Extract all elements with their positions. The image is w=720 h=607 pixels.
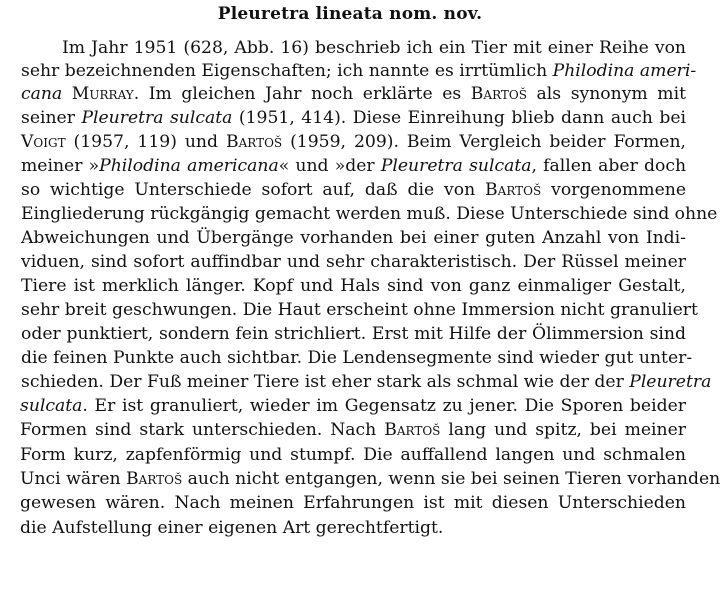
text-line-18: Form kurz, zapfenförmig und stumpf. Die auffallend langen und schmalen bbox=[20, 445, 686, 465]
author-name: Murray bbox=[71, 84, 134, 104]
author-name: Bartoš bbox=[384, 420, 441, 440]
text-line-7: so wichtige Unterschiede sofort auf, daß die von Bartoš vorgenommene bbox=[21, 180, 686, 200]
text-line-13: oder punktiert, sondern fein strichliert. Erst mit Hilfe der Ölimmersion sind bbox=[21, 324, 686, 344]
text-line-3: cana Murray. Im gleichen Jahr noch erklärte es Bartoš als synonym mit bbox=[21, 84, 686, 104]
italic-text: Pleuretra sulcata bbox=[81, 108, 233, 128]
text-line-12: sehr breit geschwungen. Die Haut erscheint ohne Immersion nicht granuliert bbox=[21, 300, 698, 320]
text-line-19: Unci wären Bartoš auch nicht entgangen, wenn sie bei seinen Tieren vorhanden bbox=[20, 469, 720, 489]
text-line-4: seiner Pleuretra sulcata (1951, 414). Diese Einreihung blieb dann auch bei bbox=[21, 108, 686, 128]
italic-text: sulcata bbox=[20, 396, 83, 416]
text-line-21: die Aufstellung einer eigenen Art gerechtfertigt. bbox=[20, 518, 444, 538]
text-line-16: sulcata. Er ist granuliert, wieder im Gegensatz zu jener. Die Sporen beider bbox=[20, 396, 686, 416]
text-line-11: Tiere ist merklich länger. Kopf und Hals sind von ganz einmaliger Gestalt, bbox=[21, 276, 686, 296]
text-line-5: Voigt (1957, 119) und Bartoš (1959, 209). Beim Vergleich beider Formen, bbox=[21, 132, 686, 152]
text-line-8: Eingliederung rückgängig gemacht werden muß. Diese Unterschiede sind ohne bbox=[21, 204, 718, 224]
text-line-6: meiner »Philodina americana« und »der Pleuretra sulcata, fallen aber doch bbox=[21, 156, 687, 176]
text-line-9: Abweichungen und Übergänge vorhanden bei einer guten Anzahl von Indi- bbox=[21, 228, 686, 248]
author-name: Bartoš bbox=[485, 180, 542, 200]
section-title: Pleuretra lineata nom. nov. bbox=[217, 4, 483, 24]
author-name: Voigt bbox=[21, 132, 66, 152]
text-line-15: schieden. Der Fuß meiner Tiere ist eher stark als schmal wie der der Pleuretra bbox=[21, 372, 712, 392]
italic-text: Pleuretra bbox=[629, 372, 712, 392]
text-line-14: die feinen Punkte auch sichtbar. Die Lendensegmente sind wieder gut unter- bbox=[21, 348, 693, 368]
author-name: Bartoš bbox=[126, 469, 183, 489]
italic-text: Philodina americana bbox=[99, 156, 279, 176]
text-line-10: viduen, sind sofort auffindbar und sehr charakteristisch. Der Rüssel meiner bbox=[21, 252, 686, 272]
italic-text: Pleuretra sulcata bbox=[380, 156, 532, 176]
text-line-17: Formen sind stark unterschieden. Nach Bartoš lang und spitz, bei meiner bbox=[20, 420, 686, 440]
italic-text: Philodina ameri- bbox=[552, 61, 697, 81]
text-line-2: sehr bezeichnenden Eigenschaften; ich nannte es irrtümlich Philodina ameri- bbox=[21, 61, 697, 81]
author-name: Bartoš bbox=[470, 84, 527, 104]
text-line-1: Im Jahr 1951 (628, Abb. 16) beschrieb ich ein Tier mit einer Reihe von bbox=[62, 38, 686, 58]
italic-text: cana bbox=[21, 84, 63, 104]
text-line-20: gewesen wären. Nach meinen Erfahrungen ist mit diesen Unterschieden bbox=[20, 493, 686, 513]
author-name: Bartoš bbox=[225, 132, 283, 152]
